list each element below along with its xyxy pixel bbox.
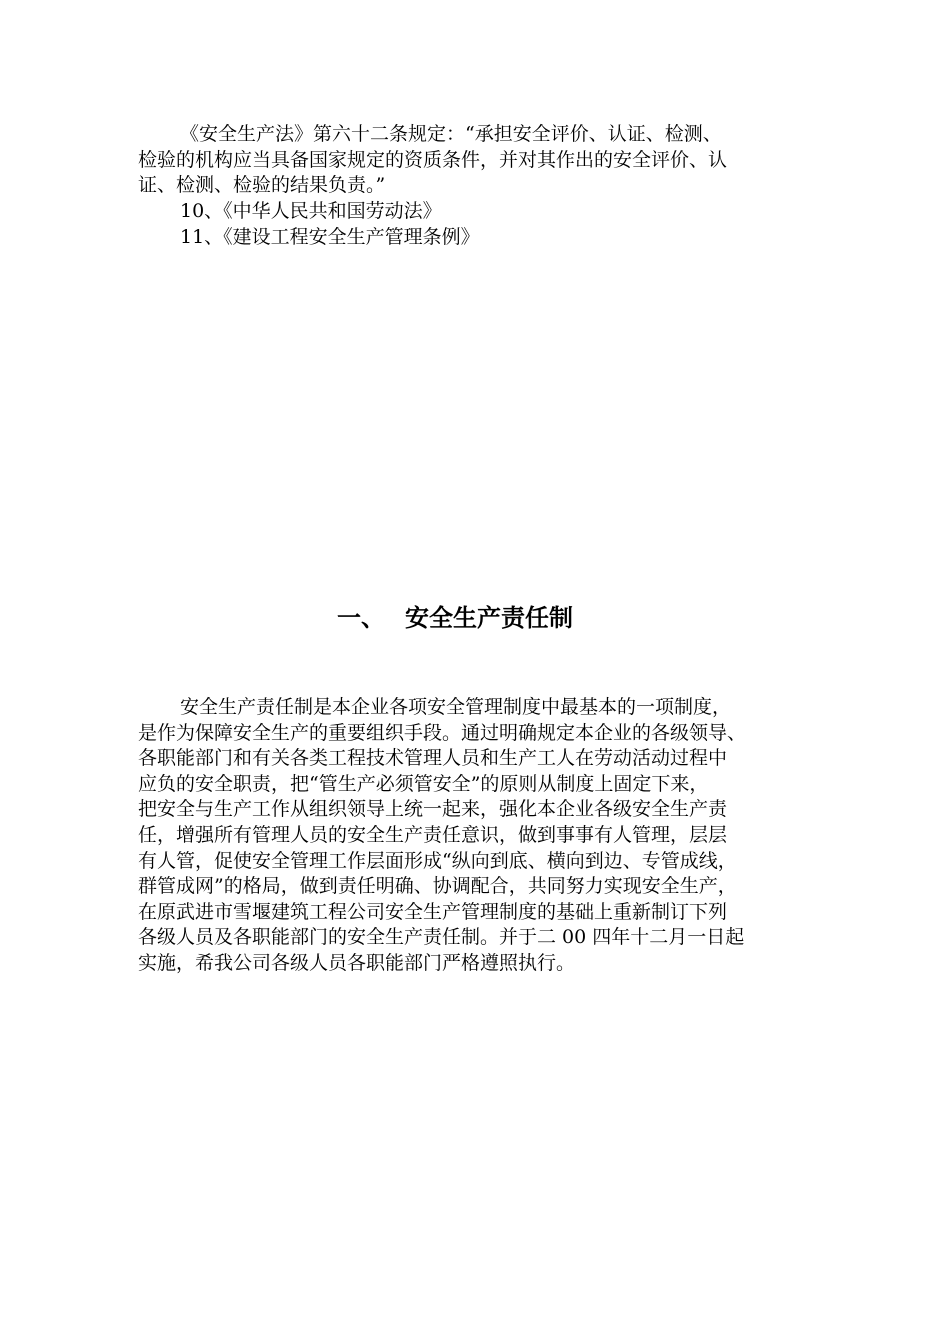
quote-line: 《安全生产法》第六十二条规定：“承担安全评价、认证、检测、 [180,123,722,145]
quote-line: 证、检测、检验的结果负责。” [138,174,386,197]
body-line: 安全生产责任制是本企业各项安全管理制度中最基本的一项制度， [180,696,732,718]
law-list-item: 10、《中华人民共和国劳动法》 [180,200,442,222]
law-list-item: 11、《建设工程安全生产管理条例》 [180,225,480,248]
body-line: 实施，希我公司各级人员各职能部门严格遵照执行。 [138,951,576,974]
section-heading [0,600,950,636]
body-line: 各职能部门和有关各类工程技术管理人员和生产工人在劳动活动过程中 [138,747,728,770]
body-paragraph [138,695,860,977]
body-line: 各级人员及各职能部门的安全生产责任制。并于二 00 四年十二月一日起 [138,926,745,949]
body-line: 在原武进市雪堰建筑工程公司安全生产管理制度的基础上重新制订下列 [138,900,728,923]
law-list [138,199,860,250]
body-line: 把安全与生产工作从组织领导上统一起来，强化本企业各级安全生产责 [138,798,728,821]
body-line: 是作为保障安全生产的重要组织手段。通过明确规定本企业的各级领导、 [138,721,747,744]
body-line: 应负的安全职责，把“管生产必须管安全”的原则从制度上固定下来， [138,772,709,795]
quote-line: 检验的机构应当具备国家规定的资质条件，并对其作出的安全评价、认 [138,148,728,171]
quote-paragraph [138,122,860,199]
body-line: 有人管，促使安全管理工作层面形成“纵向到底、横向到边、专管成线， [138,849,737,872]
section-title: 安全生产责任制 [405,604,573,632]
body-line: 任，增强所有管理人员的安全生产责任意识，做到事事有人管理，层层 [138,823,728,846]
body-line: 群管成网”的格局，做到责任明确、协调配合，共同努力实现安全生产， [138,875,737,898]
section-number: 一、 [337,604,385,632]
